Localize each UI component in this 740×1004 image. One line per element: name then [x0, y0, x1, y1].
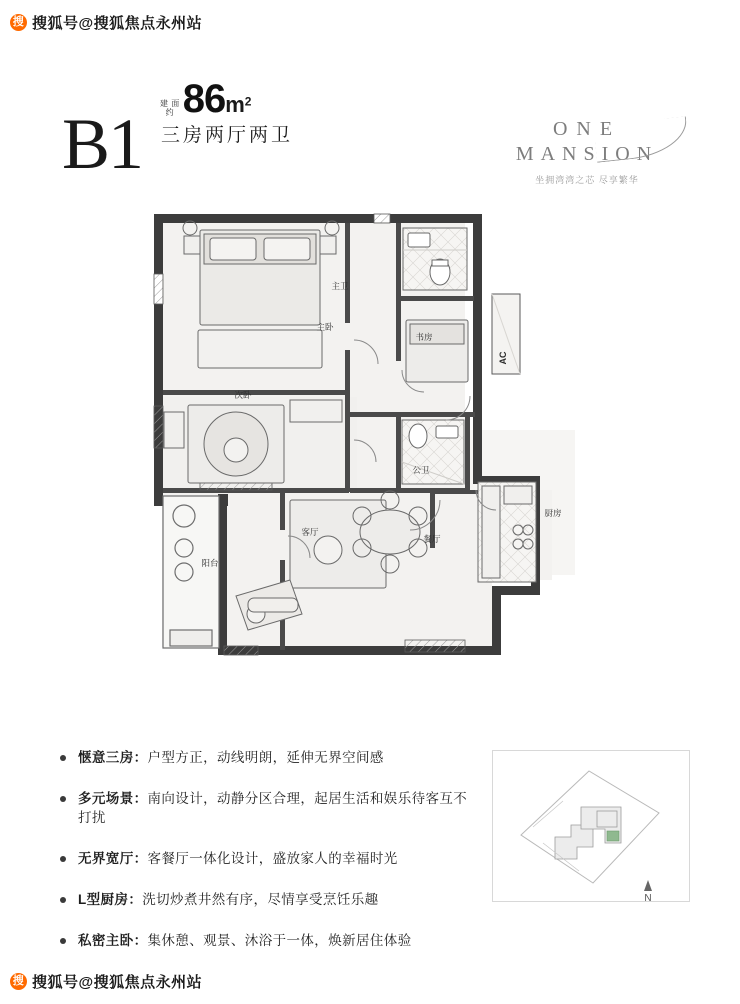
- room-label-次卧: 次卧: [234, 390, 252, 400]
- room-label-客厅: 客厅: [301, 527, 319, 537]
- bullet-icon: [60, 755, 66, 761]
- room-label-AC: AC: [498, 351, 508, 365]
- watermark-top-text: 搜狐号@搜狐焦点永州站: [32, 15, 203, 32]
- area-unit: m: [225, 92, 245, 117]
- header: [0, 55, 740, 185]
- brand-logo-line2: MANSION: [515, 143, 659, 165]
- area-value: 86: [182, 77, 226, 121]
- room-label-书房: 书房: [415, 332, 433, 342]
- floorplan-drawing: [140, 200, 620, 680]
- room-label-主卫: 主卫: [331, 281, 349, 291]
- room-label-公卫: 公卫: [412, 465, 430, 475]
- north-indicator: [644, 880, 652, 904]
- north-label: N: [644, 893, 652, 904]
- feature-item: [60, 890, 480, 909]
- brand-tagline: 坐拥湾湾之芯 尽享繁华: [535, 175, 639, 185]
- room-label-餐厅: 餐厅: [423, 534, 441, 544]
- feature-list: [60, 748, 480, 972]
- feature-item: [60, 849, 480, 868]
- feature-item: [60, 931, 480, 950]
- watermark-bottom-text: 搜狐号@搜狐焦点永州站: [32, 974, 203, 991]
- key-plan-drawing: [493, 751, 687, 899]
- unit-code: B1: [62, 104, 143, 184]
- bullet-icon: [60, 856, 66, 862]
- bullet-icon: [60, 796, 66, 802]
- area-tag: 建 面 约: [160, 99, 180, 117]
- sohu-badge-icon: 搜: [10, 973, 27, 990]
- feature-text: 惬意三房：户型方正，动线明朗，延伸无界空间感: [78, 750, 384, 765]
- key-plan: [492, 750, 690, 902]
- watermark-top: [10, 12, 202, 33]
- feature-item: [60, 789, 480, 827]
- feature-item: [60, 748, 480, 767]
- room-label-厨房: 厨房: [544, 508, 562, 518]
- bullet-icon: [60, 938, 66, 944]
- floorplan: [140, 200, 620, 680]
- sohu-badge-icon: 搜: [10, 14, 27, 31]
- feature-text: 多元场景：南向设计，动静分区合理，起居生活和娱乐待客互不打扰: [78, 791, 468, 825]
- feature-text: L型厨房：洗切炒煮井然有序，尽情享受烹饪乐趣: [78, 892, 379, 907]
- room-type: 三房两厅两卫: [161, 125, 294, 146]
- bullet-icon: [60, 897, 66, 903]
- feature-text: 无界宽厅：客餐厅一体化设计，盛放家人的幸福时光: [78, 851, 398, 866]
- watermark-bottom: [10, 971, 202, 992]
- feature-text: 私密主卧：集休憩、观景、沐浴于一体，焕新居住体验: [78, 933, 412, 948]
- room-label-主卧: 主卧: [316, 322, 334, 332]
- room-label-阳台: 阳台: [201, 558, 219, 568]
- brand-logo-line1: ONE: [552, 118, 622, 140]
- area-unit-sup: 2: [244, 94, 252, 109]
- north-arrow-icon: [644, 880, 652, 891]
